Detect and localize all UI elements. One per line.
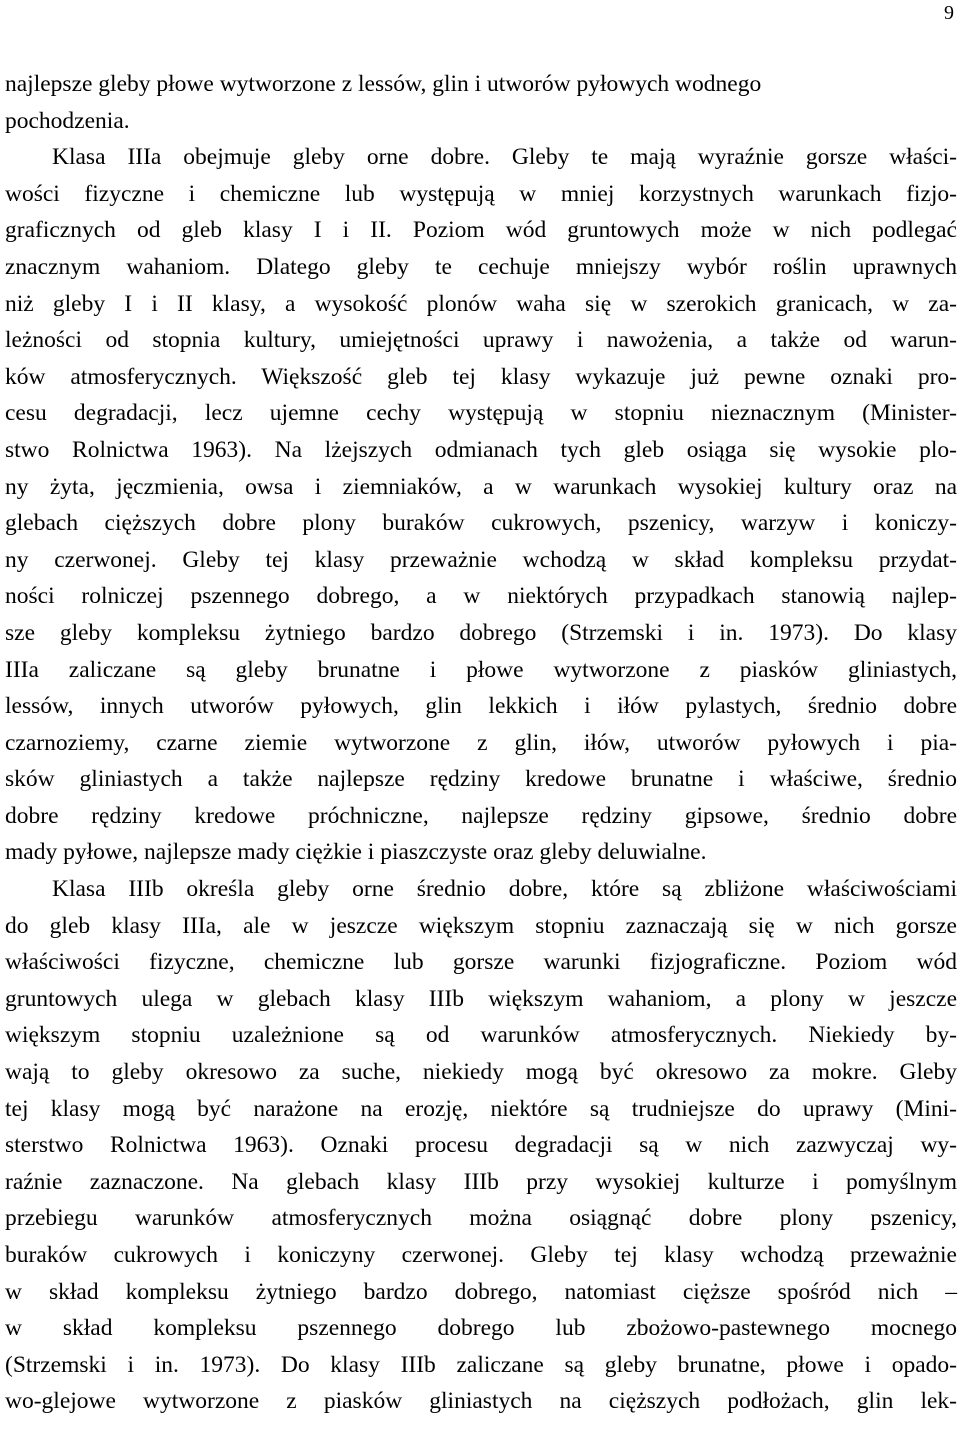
text-line: ków atmosferycznych. Większość gleb tej klasy wykazuje już pewne oznaki pro- — [5, 363, 957, 390]
text-line: przebiegu warunków atmosferycznych można osiągnąć dobre plony pszenicy, — [5, 1205, 957, 1232]
text-line: graficznych od gleb klasy I i II. Poziom wód gruntowych może w nich podlegać — [5, 217, 957, 244]
text-line: większym stopniu uzależnione są od warunków atmosferycznych. Niekiedy by- — [5, 1022, 957, 1049]
text-line: leżności od stopnia kultury, umiejętności uprawy i nawożenia, a także od warun- — [5, 327, 957, 354]
text-line: najlepsze gleby płowe wytworzone z lessów, glin i utworów pyłowych wodnego — [5, 71, 762, 97]
text-line: do gleb klasy IIIa, ale w jeszcze większym stopniu zaznaczają się w nich gorsze — [5, 912, 957, 939]
text-line: (Strzemski i in. 1973). Do klasy IIIb zaliczane są gleby brunatne, płowe i opado- — [5, 1351, 957, 1378]
page-number: 9 — [944, 2, 954, 24]
text-line: wo-glejowe wytworzone z piasków gliniastych na cięższych podłożach, glin lek- — [5, 1388, 957, 1415]
text-line: właściwości fizyczne, chemiczne lub gorsze warunki fizjograficzne. Poziom wód — [5, 949, 957, 976]
text-line: Klasa IIIb określa gleby orne średnio dobre, które są zbliżone właściwościami — [52, 876, 957, 903]
text-line: wają to gleby okresowo za suche, niekiedy mogą być okresowo za mokre. Gleby — [5, 1059, 957, 1086]
text-line: wości fizyczne i chemiczne lub występują w mniej korzystnych warunkach fizjo- — [5, 180, 957, 207]
text-line: lessów, innych utworów pyłowych, glin lekkich i iłów pylastych, średnio dobre — [5, 693, 957, 720]
text-line: glebach cięższych dobre plony buraków cukrowych, pszenicy, warzyw i koniczy- — [5, 510, 957, 537]
text-line: ny żyta, jęczmienia, owsa i ziemniaków, a w warunkach wysokiej kultury oraz na — [5, 473, 957, 500]
text-line: mady pyłowe, najlepsze mady ciężkie i piaszczyste oraz gleby deluwialne. — [5, 839, 707, 866]
text-line: sterstwo Rolnictwa 1963). Oznaki procesu degradacji są w nich zazwyczaj wy- — [5, 1132, 957, 1159]
text-line: buraków cukrowych i koniczyny czerwonej. Gleby tej klasy wchodzą przeważnie — [5, 1242, 957, 1268]
text-line: tej klasy mogą być narażone na erozję, niektóre są trudniejsze do uprawy (Mini- — [5, 1095, 957, 1122]
text-line: czarnoziemy, czarne ziemie wytworzone z glin, iłów, utworów pyłowych i pia- — [5, 729, 957, 756]
text-line: w skład kompleksu pszennego dobrego lub zbożowo-pastewnego mocnego — [5, 1315, 957, 1342]
text-line: raźnie zaznaczone. Na glebach klasy IIIb przy wysokiej kulturze i pomyślnym — [5, 1168, 957, 1195]
text-line: ności rolniczej pszennego dobrego, a w niektórych przypadkach stanowią najlep- — [5, 583, 957, 610]
text-line: cesu degradacji, lecz ujemne cechy występują w stopniu nieznacznym (Minister- — [5, 400, 957, 427]
text-line: dobre rędziny kredowe próchniczne, najlepsze rędziny gipsowe, średnio dobre — [5, 802, 957, 829]
body-text — [5, 66, 957, 1420]
text-line: IIIa zaliczane są gleby brunatne i płowe wytworzone z piasków gliniastych, — [5, 656, 957, 683]
text-line: pochodzenia. — [5, 107, 130, 134]
text-line: stwo Rolnictwa 1963). Na lżejszych odmianach tych gleb osiąga się wysokie plo- — [5, 436, 957, 463]
text-line: sze gleby kompleksu żytniego bardzo dobrego (Strzemski i in. 1973). Do klasy — [5, 619, 957, 646]
text-line: Klasa IIIa obejmuje gleby orne dobre. Gleby te mają wyraźnie gorsze właści- — [52, 144, 957, 171]
text-line: sków gliniastych a także najlepsze rędziny kredowe brunatne i właściwe, średnio — [5, 766, 957, 793]
text-line: niż gleby I i II klasy, a wysokość plonów waha się w szerokich granicach, w za- — [5, 290, 957, 317]
text-line: ny czerwonej. Gleby tej klasy przeważnie wchodzą w skład kompleksu przydat- — [5, 546, 957, 573]
text-line: w skład kompleksu żytniego bardzo dobrego, natomiast cięższe spośród nich – — [5, 1278, 957, 1305]
text-line: gruntowych ulega w glebach klasy IIIb większym wahaniom, a plony w jeszcze — [5, 985, 957, 1012]
text-line: znacznym wahaniom. Dlatego gleby te cechuje mniejszy wybór roślin uprawnych — [5, 253, 957, 280]
